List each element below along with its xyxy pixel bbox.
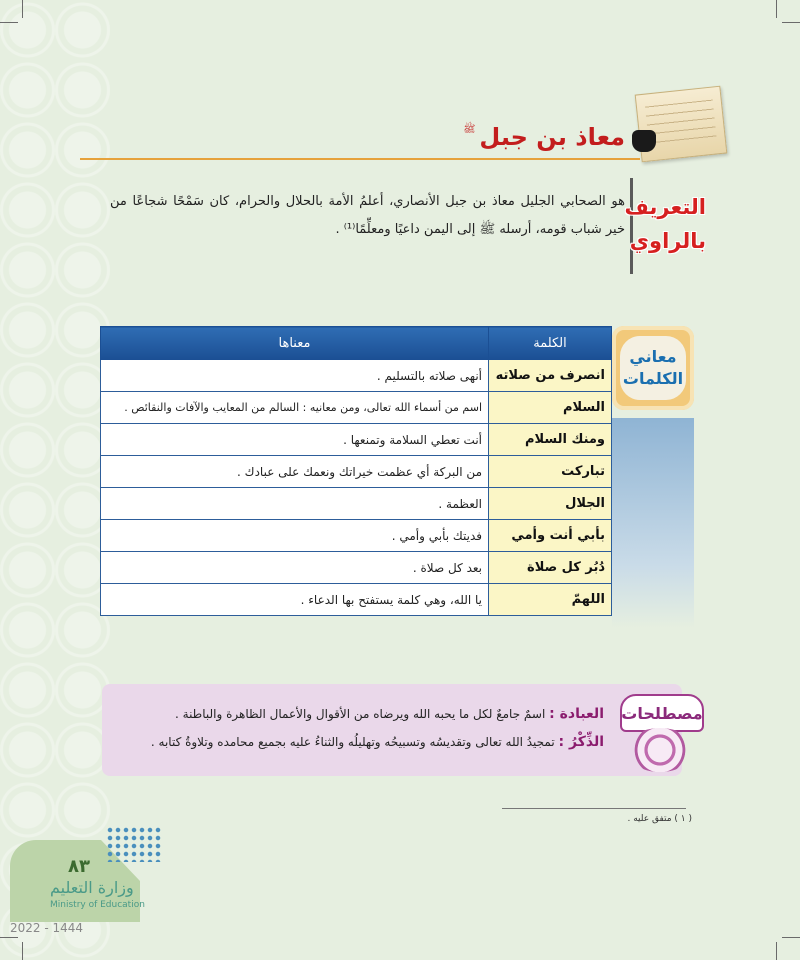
page-number: ٨٣ bbox=[68, 856, 90, 877]
terms-badge bbox=[612, 688, 708, 778]
table-row bbox=[101, 584, 612, 616]
header-word: الكلمة bbox=[489, 327, 612, 360]
narrator-label-line2: بالراوي bbox=[629, 229, 706, 253]
honorific-mark: ﷺ bbox=[463, 124, 476, 135]
footnote-separator bbox=[502, 808, 686, 809]
ministry-logo-icon bbox=[106, 826, 162, 862]
crop-mark bbox=[776, 942, 777, 960]
narrator-paragraph: هو الصحابي الجليل معاذ بن جبل الأنصاري، أعلمُ الأمة بالحلال والحرام، كان سَمْحًا شجاعًا من خير شباب قومه، أرسله ﷺ إلى اليمن داعيًا ومعلِّمًا⁽¹⁾ . bbox=[110, 194, 625, 237]
title-text: معاذ بن جبل bbox=[479, 123, 625, 151]
title-underline bbox=[80, 158, 640, 160]
meaning-cell: أنت تعطي السلامة وتمنعها . bbox=[101, 424, 489, 456]
narrator-label bbox=[624, 190, 706, 258]
inkpot-icon bbox=[632, 130, 656, 152]
table-row bbox=[101, 520, 612, 552]
terms-list bbox=[118, 700, 604, 756]
word-cell: اللهمّ bbox=[489, 584, 612, 616]
footnote: ( ١ ) متفق عليه . bbox=[627, 814, 692, 824]
vocabulary-badge-line2: الكلمات bbox=[622, 369, 684, 388]
vocabulary-badge-line1: معاني bbox=[629, 347, 677, 366]
term-name: العبادة : bbox=[549, 706, 604, 722]
meaning-cell: من البركة أي عظمت خيراتك ونعمك على عبادك . bbox=[101, 456, 489, 488]
meaning-cell: العظمة . bbox=[101, 488, 489, 520]
word-cell: بأبي أنت وأمي bbox=[489, 520, 612, 552]
meaning-cell: يا الله، وهي كلمة يستفتح بها الدعاء . bbox=[101, 584, 489, 616]
left-ornament-pattern bbox=[0, 0, 110, 960]
table-row bbox=[101, 488, 612, 520]
meaning-cell: بعد كل صلاة . bbox=[101, 552, 489, 584]
narrator-label-line1: التعريف bbox=[624, 195, 706, 219]
crop-mark bbox=[0, 22, 18, 23]
table-row bbox=[101, 552, 612, 584]
crop-mark bbox=[22, 0, 23, 18]
word-cell: الجلال bbox=[489, 488, 612, 520]
footer-corner bbox=[10, 826, 158, 946]
ministry-name-en: Ministry of Education bbox=[50, 900, 145, 910]
table-row bbox=[101, 456, 612, 488]
table-row bbox=[101, 360, 612, 392]
lesson-title bbox=[463, 123, 625, 151]
crop-mark bbox=[776, 0, 777, 18]
crop-mark bbox=[782, 22, 800, 23]
term-name: الذِّكْرُ : bbox=[558, 734, 604, 750]
vocabulary-badge bbox=[612, 326, 694, 410]
meaning-cell: أنهى صلاته بالتسليم . bbox=[101, 360, 489, 392]
term-item bbox=[118, 700, 604, 728]
word-cell: السلام bbox=[489, 392, 612, 424]
word-cell: تباركت bbox=[489, 456, 612, 488]
word-cell: ومنك السلام bbox=[489, 424, 612, 456]
edition-year: 2022 - 1444 bbox=[10, 921, 84, 935]
word-cell: انصرف من صلاته bbox=[489, 360, 612, 392]
table-row bbox=[101, 424, 612, 456]
header-meaning: معناها bbox=[101, 327, 489, 360]
terms-badge-label: مصطلحات bbox=[621, 703, 703, 723]
table-header-row bbox=[101, 327, 612, 360]
meaning-cell: فديتك بأبي وأمي . bbox=[101, 520, 489, 552]
ministry-name-ar: وزارة التعليم bbox=[50, 878, 134, 897]
word-cell: دُبُر كل صلاة bbox=[489, 552, 612, 584]
table-row bbox=[101, 392, 612, 424]
term-definition: اسمٌ جامعٌ لكل ما يحبه الله ويرضاه من الأقوال والأعمال الظاهرة والباطنة . bbox=[175, 707, 546, 721]
crop-mark bbox=[782, 937, 800, 938]
vocabulary-side-strip bbox=[612, 418, 694, 628]
term-definition: تمجيدُ الله تعالى وتقديسُه وتسبيحُه وتهليلُه والثناءُ عليه بجميع محامده وتلاوةُ كتابه . bbox=[150, 735, 555, 749]
term-item bbox=[118, 728, 604, 756]
vocabulary-table bbox=[100, 326, 612, 616]
meaning-cell: اسم من أسماء الله تعالى، ومن معانيه : السالم من المعايب والآفات والنقائص . bbox=[101, 392, 489, 424]
ornament-icon bbox=[626, 728, 694, 772]
